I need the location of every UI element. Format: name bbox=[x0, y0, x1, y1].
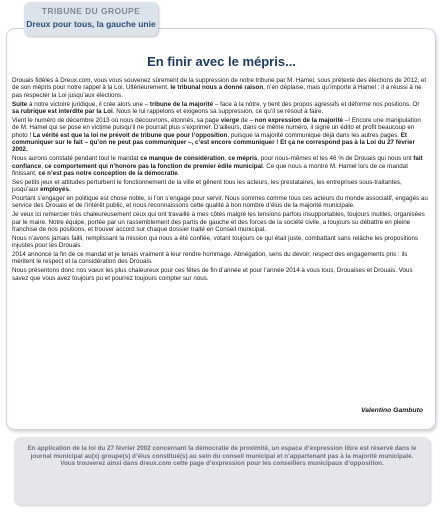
body-text: Ses petits jeux et attitudes perturbent le fonctionnement de la ville et gênent tous les acteurs, les prestataires, les entreprises sous-traitantes, jusqu’aux bbox=[12, 178, 402, 194]
emphasis-text: Suite bbox=[12, 100, 28, 108]
article-paragraph bbox=[12, 179, 428, 194]
body-text: , pour nous-mêmes et les 46 % de Drouais qui nous ont bbox=[257, 155, 414, 163]
article-paragraph bbox=[12, 251, 428, 266]
emphasis-text: ce manque de considération bbox=[140, 155, 225, 163]
article-signature: Valentino Gambuto bbox=[360, 407, 423, 414]
group-header-subtitle: Dreux pour tous, la gauche unie bbox=[26, 19, 156, 29]
body-text: . Ce que nous a montré M. Hamel lors de ce mandat finissant, bbox=[12, 162, 408, 178]
article-paragraph bbox=[12, 235, 428, 250]
article-body bbox=[12, 77, 428, 283]
legal-notice-box bbox=[14, 437, 430, 505]
body-text: , bbox=[224, 155, 229, 163]
emphasis-text: tribune de la majorité bbox=[149, 100, 214, 108]
article-paragraph bbox=[12, 155, 428, 177]
article-paragraph bbox=[12, 101, 428, 116]
body-text: Nous présentons donc nos vœux les plus chaleureux pour ces fêtes de fin d’année et pour l’année 2014 à vous tous, Drouaises et Drouais. Vous savez que vous avez toujours pu et pourrez toujours compter sur nous. bbox=[12, 267, 413, 282]
emphasis-text: employés bbox=[40, 186, 69, 194]
article-paragraph bbox=[12, 117, 428, 154]
body-text: à notre victoire juridique, il crée alors une – bbox=[27, 100, 150, 108]
article-paragraph bbox=[12, 195, 428, 210]
emphasis-text: La vérité est que la loi ne prévoit de tribune que pour l’opposition bbox=[32, 131, 228, 139]
body-text: de – bbox=[239, 116, 255, 124]
body-text: . bbox=[69, 186, 71, 194]
body-text: 2014 annonce la fin de ce mandat et je tenais vraiment à leur rendre hommage. Abnégation, sens du devoir, respect des engagements pris : ils méritent le respect et la considération des Drouais. bbox=[12, 251, 408, 266]
group-header-title: TRIBUNE DU GROUPE bbox=[41, 6, 141, 16]
body-text: Drouais fidèles à Dreux.com, vous vous souvenez sûrement de la suppression de notre tribune par M. Hamel, sous prétexte des élections de 2012, et de son mépris pour notre rappel à la Loi. Ultérieurement, bbox=[12, 77, 427, 92]
emphasis-text: vierge bbox=[220, 116, 240, 124]
body-text: Pourtant s’engager en politique est chose noble, si l’on s’engage pour servir. Nous sommes comme tous ces acteurs du monde associatif, engagés au service des Drouais et de l’intérêt public, et nous reconnaissons cette qualité à bon nombre d’élus de la majorité municipale. bbox=[12, 195, 428, 210]
body-text: , puisque la majorité communique déjà dans les autres pages. bbox=[227, 131, 401, 139]
article-paragraph bbox=[12, 77, 428, 99]
emphasis-text: Et communiquer sur le fait – qu’on ne peut pas communiquer –, c’est encore communiquer ! Et ça ne correspond pas à la Loi du 27 février 2002. bbox=[12, 131, 415, 154]
emphasis-text: ce mépris bbox=[228, 155, 258, 163]
group-header-tab bbox=[24, 2, 158, 36]
article-paragraph bbox=[12, 267, 428, 282]
body-text: Nous aurons constaté pendant tout le mandat bbox=[12, 155, 141, 163]
emphasis-text: ce comportement qui n’honore pas la fonction de premier édile municipal bbox=[44, 162, 263, 170]
legal-notice-text: En application de la loi du 27 février 2002 concernant la démocratie de proximité, un espace d’expression libre est réservé dans le journal municipal au(x) groupe(s) d’élus constitué(s) au sein du conseil municipal et n’appartenant pas à la majorité municipale. Vous trouverez ainsi dans dreux.com cette page d’expression pour les conseillers municipaux d’opposition. bbox=[27, 445, 417, 467]
body-text: Je veux ici remercier très chaleureusement ceux qui ont travaillé à mes côtés malgré les tensions parfois insupportables, toujours inutiles, organisées par le maire. Notre équipe, portée par un rassemblement des partis de gauche et des forces de la société civile, a toujours su débattre en pleine franchise de nos positions, et trouver accord sur chaque dossier traité en Conseil municipal. bbox=[12, 211, 425, 234]
emphasis-text: fait confiance bbox=[12, 155, 423, 170]
emphasis-text: ce n’est pas notre conception de la démocratie bbox=[38, 170, 178, 178]
body-text: – face à la nôtre, y tient des propos agressifs et déforme nos positions. Or bbox=[213, 100, 420, 108]
emphasis-text: sa rubrique est interdite par la Loi bbox=[12, 108, 113, 116]
emphasis-text: le tribunal nous a donné raison bbox=[170, 84, 264, 92]
body-text: , n’en déplaise, mais qu’importe à Hamel : il a réussi à ne pas respecter la Loi jusqu’aux élections. bbox=[12, 84, 422, 99]
body-text: Nous n’avons jamais failli, remplissant la mission qui nous a été confiée, votant toujours ce qui était juste, combattant sans relâche les propositions injustes pour les Drouais. bbox=[12, 234, 419, 250]
article-title: En finir avec le mépris... bbox=[147, 54, 296, 69]
emphasis-text: non expression de la majorité bbox=[254, 116, 344, 124]
body-text: –! Encore une manipulation de M. Hamel qui se pose en victime puisqu’il ne pourrait plus s’exprimer. D’ailleurs, dans ce même numéro, il signe un édito et profit beaucoup en photo ! bbox=[12, 116, 421, 139]
body-text: . bbox=[177, 170, 180, 178]
body-text: , bbox=[41, 162, 45, 170]
body-text: Vient le numéro de décembre 2013 où nous découvrons, étonnés, sa page bbox=[12, 116, 221, 124]
body-text: . Nous le lui rappelons et exigeons sa suppression, ce qu’il se résout à faire. bbox=[112, 108, 324, 116]
article-paragraph bbox=[12, 211, 428, 233]
